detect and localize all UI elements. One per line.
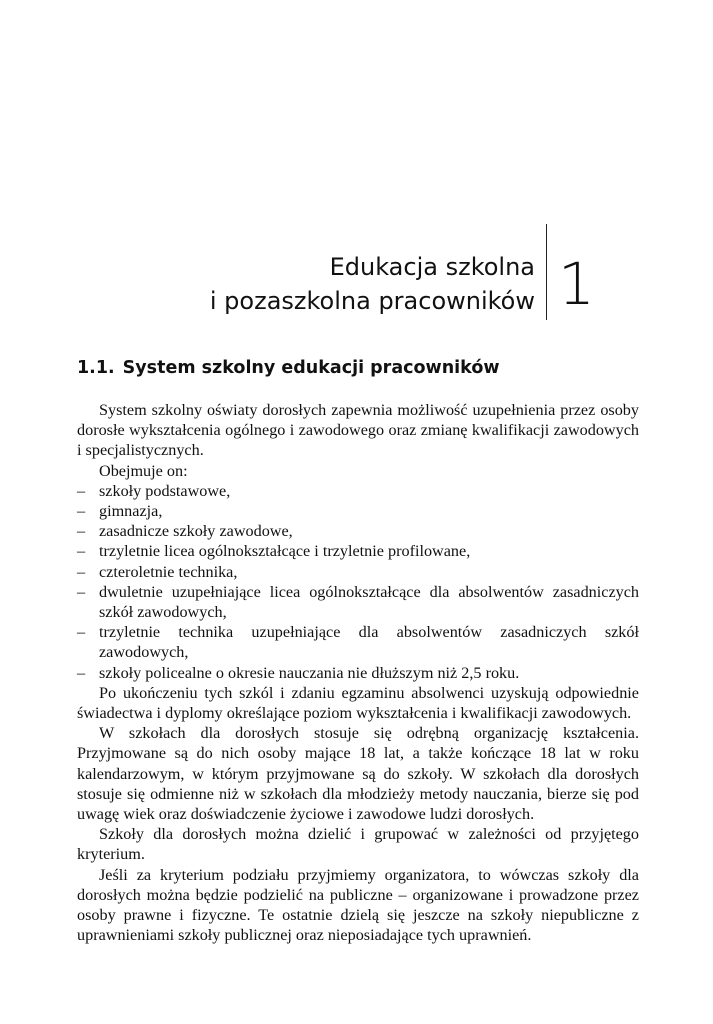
list-item-text: szkoły podstawowe, bbox=[99, 481, 231, 500]
list-item bbox=[77, 582, 639, 622]
list-item bbox=[77, 541, 639, 561]
section-heading bbox=[77, 358, 500, 378]
section-number: 1.1. bbox=[77, 358, 115, 378]
list-item-text: czteroletnie technika, bbox=[99, 562, 238, 581]
chapter-title bbox=[210, 250, 535, 318]
dash-bullet: – bbox=[77, 562, 86, 581]
chapter-header bbox=[0, 224, 713, 320]
paragraph: Obejmuje on: bbox=[99, 461, 188, 480]
list-item bbox=[77, 663, 639, 683]
body-text bbox=[77, 400, 639, 945]
paragraph: Jeśli za kryterium podziału przyjmiemy organizatora, to wówczas szkoły dla dorosłych można będzie podzielić na publiczne – organizowane i prowadzone przez osoby prawne i fizyczne. Te ostatnie dzielą się jeszcze na szkoły niepubliczne z uprawnieniami szkoły publicznej oraz nieposiadające tych uprawnień. bbox=[77, 865, 639, 945]
list-item bbox=[77, 501, 639, 521]
chapter-title-line-1: Edukacja szkolna bbox=[329, 253, 535, 281]
section-title: System szkolny edukacji pracowników bbox=[122, 358, 500, 378]
list-item bbox=[77, 562, 639, 582]
paragraph: System szkolny oświaty dorosłych zapewnia możliwość uzupełnienia przez osoby dorosłe wykształcenia ogólnego i zawodowego oraz zmianę kwalifikacji zawodowych i specjalistycznych. bbox=[77, 401, 639, 460]
dash-bullet: – bbox=[77, 481, 86, 500]
list-item bbox=[77, 521, 639, 541]
list-item-text: trzyletnie technika uzupełniające dla absolwentów zasadniczych szkół zawodowych, bbox=[99, 623, 639, 662]
list-item bbox=[77, 481, 639, 501]
chapter-title-line-2: i pozaszkolna pracowników bbox=[209, 287, 535, 315]
dash-bullet: – bbox=[77, 542, 86, 561]
list-item-text: dwuletnie uzupełniające licea ogólnokształcące dla absolwentów zasadniczych szkół zawodowych, bbox=[99, 582, 639, 622]
paragraph: W szkołach dla dorosłych stosuje się odrębną organizację kształcenia. Przyjmowane są do nich osoby mające 18 lat, a także kończące 18 lat w roku kalendarzowym, w którym przyjmowane są do szkoły. W szkołach dla dorosłych stosuje się odmienne niż w szkołach dla młodzieży metody nauczania, bierze się pod uwagę wiek oraz doświadczenie życiowe i zawodowe ludzi dorosłych. bbox=[77, 724, 639, 824]
list-item-text: szkoły policealne o okresie nauczania nie dłuższym niż 2,5 roku. bbox=[99, 663, 520, 682]
list-item-text: trzyletnie licea ogólnokształcące i trzyletnie profilowane, bbox=[99, 542, 471, 561]
dash-bullet: – bbox=[77, 623, 86, 642]
chapter-divider bbox=[546, 224, 547, 320]
dash-bullet: – bbox=[77, 522, 86, 541]
list-item bbox=[77, 622, 639, 662]
dash-bullet: – bbox=[77, 502, 86, 521]
list-item-text: gimnazja, bbox=[99, 502, 163, 521]
paragraph: Szkoły dla dorosłych można dzielić i grupować w zależności od przyjętego kryterium. bbox=[77, 825, 639, 864]
chapter-number: 1 bbox=[558, 250, 595, 318]
school-types-list bbox=[77, 481, 639, 683]
list-item-text: zasadnicze szkoły zawodowe, bbox=[99, 522, 293, 541]
dash-bullet: – bbox=[77, 582, 86, 601]
paragraph: Po ukończeniu tych szkól i zdaniu egzaminu absolwenci uzyskują odpowiednie świadectwa i dyplomy określające poziom wykształcenia i kwalifikacji zawodowych. bbox=[77, 683, 639, 723]
dash-bullet: – bbox=[77, 663, 86, 682]
